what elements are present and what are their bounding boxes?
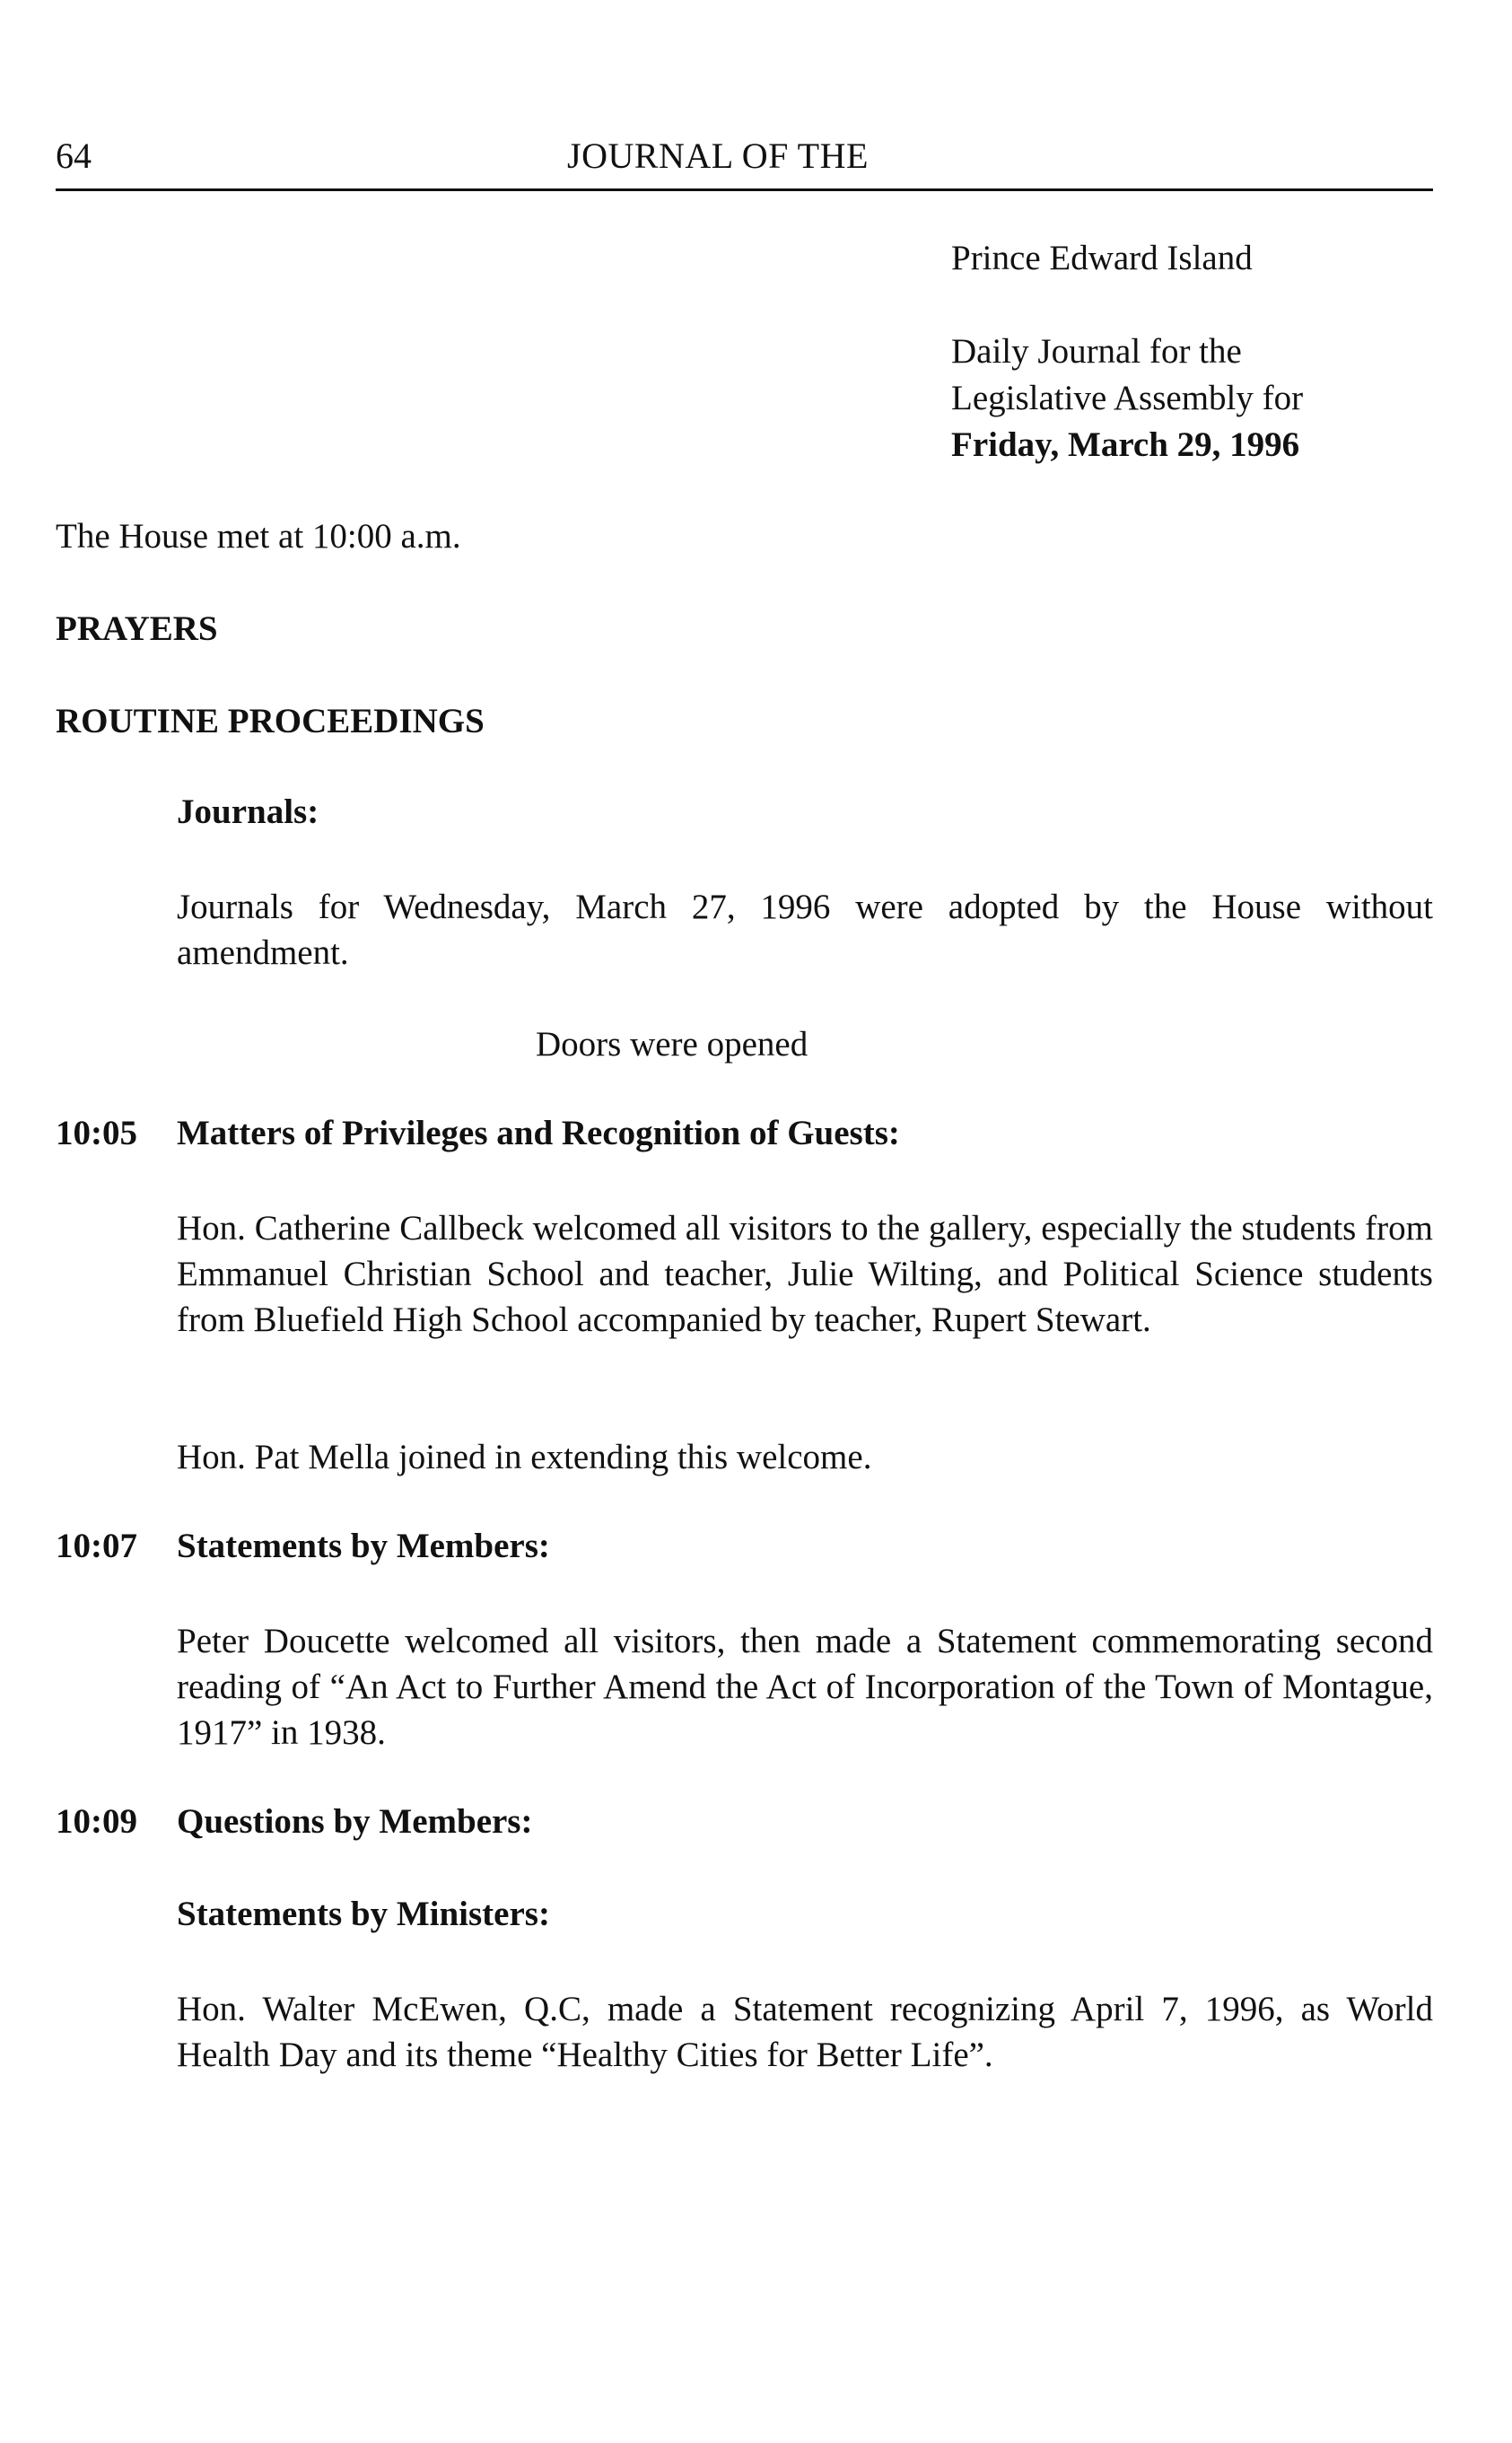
title-line-1: Daily Journal for the bbox=[951, 332, 1242, 371]
doors-opened: Doors were opened bbox=[536, 1025, 808, 1064]
journals-heading: Journals: bbox=[177, 792, 319, 831]
province-name: Prince Edward Island bbox=[951, 239, 1253, 277]
journals-text: Journals for Wednesday, March 27, 1996 were adopted by the House without amendment. bbox=[177, 888, 1433, 972]
privileges-heading: Matters of Privileges and Recognition of Guests: bbox=[177, 1114, 900, 1152]
running-title: JOURNAL OF THE bbox=[567, 136, 869, 176]
page-number: 64 bbox=[56, 136, 92, 176]
statements-ministers-text: Hon. Walter McEwen, Q.C, made a Statement recognizing April 7, 1996, as World Health Day and its theme “Healthy Cities for Better Life”. bbox=[177, 1990, 1433, 2074]
time-1009: 10:09 bbox=[56, 1802, 137, 1841]
routine-proceedings-heading: ROUTINE PROCEEDINGS bbox=[56, 702, 485, 740]
statements-members-text: Peter Doucette welcomed all visitors, then made a Statement commemorating second reading of “An Act to Further Amend the Act of Incorporation of the Town of Montague, 1917” in 1938. bbox=[177, 1622, 1433, 1752]
sitting-date: Friday, March 29, 1996 bbox=[951, 425, 1300, 464]
pat-mella-text: Hon. Pat Mella joined in extending this welcome. bbox=[177, 1438, 872, 1476]
privileges-text: Hon. Catherine Callbeck welcomed all visitors to the gallery, especially the students from Emmanuel Christian School and teacher, Julie Wilting, and Political Science students from Bluefield High School accompanied by teacher, Rupert Stewart. bbox=[177, 1209, 1433, 1339]
page-header bbox=[56, 135, 1433, 191]
statements-ministers-heading: Statements by Ministers: bbox=[177, 1895, 550, 1933]
title-line-2: Legislative Assembly for bbox=[951, 379, 1304, 417]
questions-heading: Questions by Members: bbox=[177, 1802, 533, 1841]
opening-statement: The House met at 10:00 a.m. bbox=[56, 517, 461, 556]
statements-members-heading: Statements by Members: bbox=[177, 1527, 550, 1565]
prayers-heading: PRAYERS bbox=[56, 609, 218, 648]
time-1005: 10:05 bbox=[56, 1114, 137, 1152]
title-block bbox=[951, 235, 1303, 468]
time-1007: 10:07 bbox=[56, 1527, 137, 1565]
